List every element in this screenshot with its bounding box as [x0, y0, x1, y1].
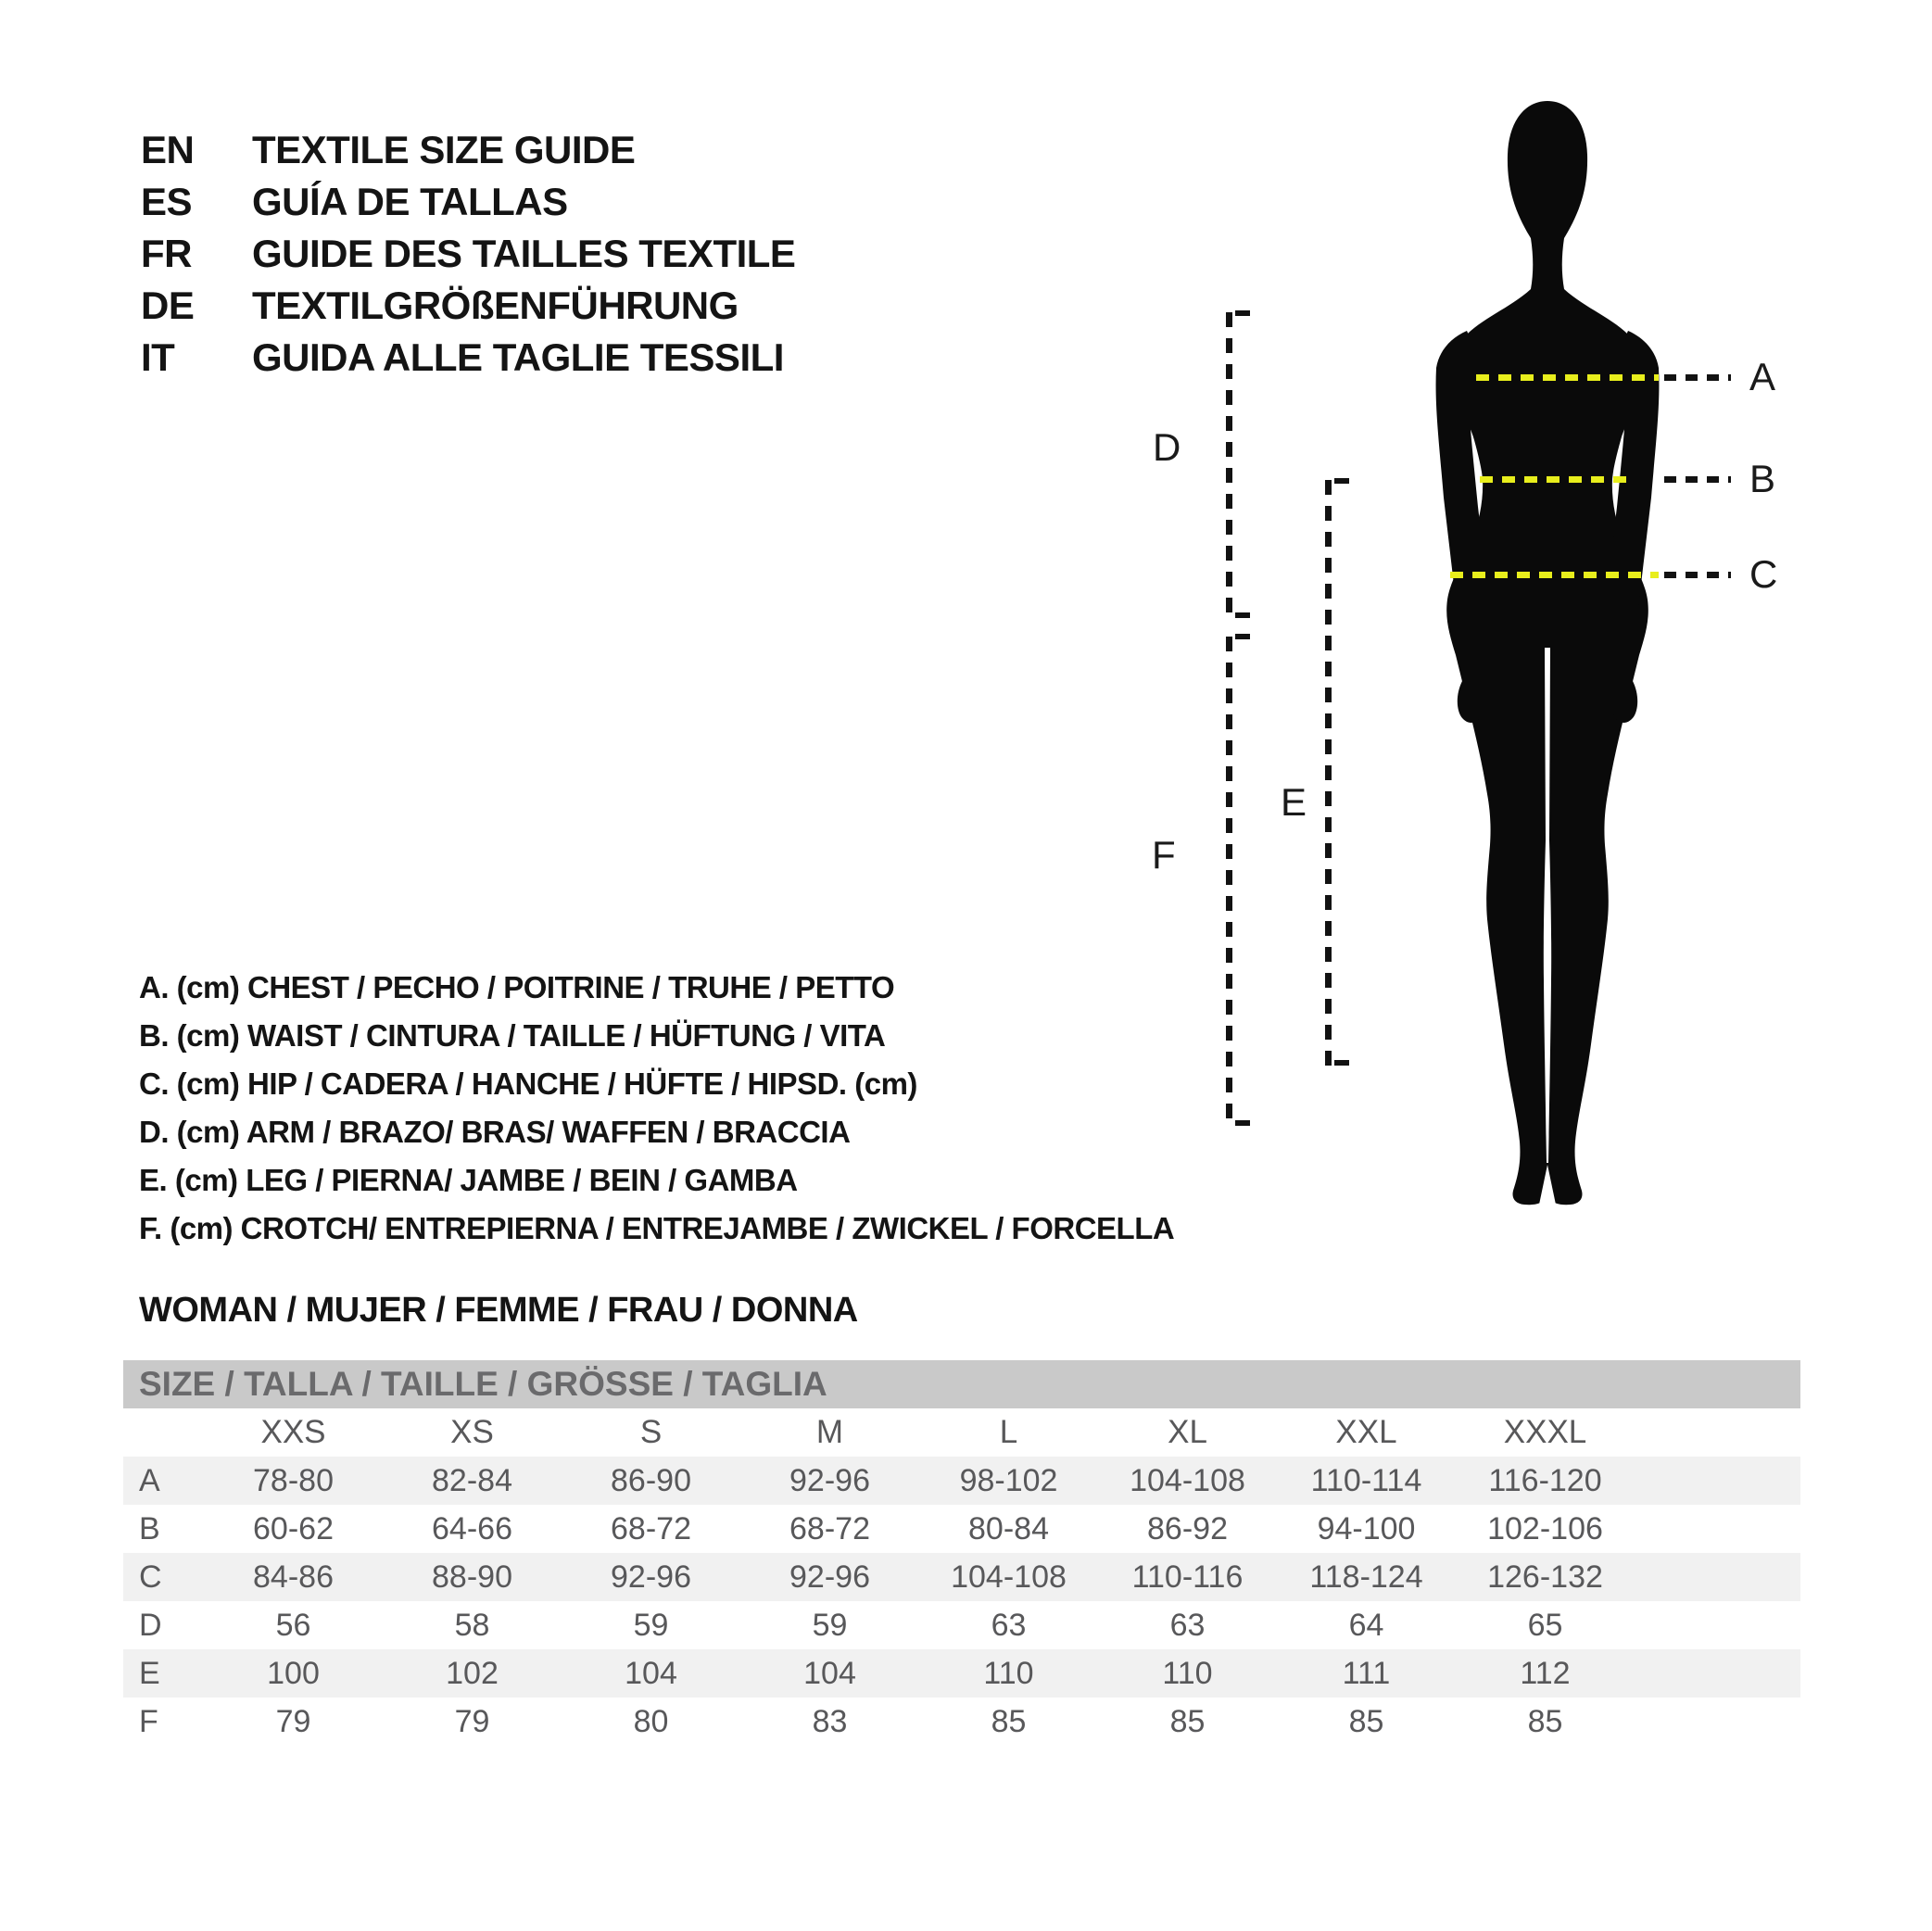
language-row: [141, 332, 1160, 384]
table-cell: 110-116: [1131, 1559, 1244, 1595]
table-cell: 85: [991, 1704, 1027, 1739]
table-cell: 60-62: [253, 1511, 334, 1546]
table-cell: 80-84: [968, 1511, 1049, 1546]
table-header-bar: SIZE / TALLA / TAILLE / GRÖSSE / TAGLIA: [123, 1360, 1800, 1408]
table-row-hip: [123, 1553, 1800, 1601]
crotch-line-top-tick: [1235, 634, 1250, 639]
size-header-spacer: [123, 1408, 204, 1457]
table-cell: 65: [1527, 1608, 1563, 1643]
waist-measure-line: [1480, 476, 1626, 483]
hip-label: C: [1749, 552, 1778, 596]
waist-leader-dash: [1664, 476, 1731, 483]
table-cell: 92-96: [789, 1463, 870, 1498]
table-cell: 78-80: [253, 1463, 334, 1498]
table-cell: 104-108: [1130, 1463, 1245, 1498]
table-size-header-row: [123, 1408, 1800, 1457]
table-cell: 64-66: [432, 1511, 512, 1546]
chest-leader-dash: [1664, 374, 1731, 381]
table-cell: 68-72: [611, 1511, 691, 1546]
table-cell: 110-114: [1310, 1463, 1422, 1498]
arm-line-bottom-tick: [1235, 612, 1250, 618]
table-cell: 104: [625, 1656, 677, 1691]
size-col-header: XL: [1168, 1414, 1207, 1450]
table-cell: 118-124: [1309, 1559, 1423, 1595]
language-row: [141, 176, 1160, 228]
row-label: D: [139, 1608, 162, 1643]
table-row-arm: [123, 1601, 1800, 1649]
language-code: IT: [141, 335, 175, 379]
size-col-header: XS: [450, 1414, 494, 1450]
table-row-chest: [123, 1457, 1800, 1505]
table-cell: 56: [275, 1608, 311, 1643]
leg-line-bottom-tick: [1334, 1060, 1349, 1066]
table-cell: 83: [812, 1704, 848, 1739]
table-cell: 63: [991, 1608, 1027, 1643]
table-cell: 92-96: [789, 1559, 870, 1595]
guide-title: GUIDA ALLE TAGLIE TESSILI: [252, 335, 784, 379]
table-cell: 85: [1169, 1704, 1206, 1739]
chest-measure-line: [1476, 374, 1659, 381]
crotch-label: F: [1152, 833, 1176, 877]
table-cell: 80: [633, 1704, 669, 1739]
table-row-waist: [123, 1505, 1800, 1553]
guide-title: TEXTILE SIZE GUIDE: [252, 128, 636, 171]
leg-line-top-tick: [1334, 478, 1349, 484]
row-label: B: [139, 1511, 160, 1546]
size-col-header: L: [999, 1414, 1018, 1450]
table-cell: 92-96: [611, 1559, 691, 1595]
arm-dimension-line: [1226, 312, 1232, 618]
size-col-header: S: [639, 1414, 663, 1450]
row-label: C: [139, 1559, 162, 1595]
table-cell: 59: [812, 1608, 848, 1643]
legend-line-arm: D. (cm) ARM / BRAZO/ BRAS/ WAFFEN / BRACCIA: [139, 1115, 851, 1149]
row-label: A: [139, 1463, 160, 1498]
language-code: ES: [141, 180, 193, 223]
legend-line-chest: A. (cm) CHEST / PECHO / POITRINE / TRUHE / PETTO: [139, 970, 895, 1004]
hip-leader-dash: [1664, 572, 1731, 578]
table-cell: 104: [803, 1656, 856, 1691]
table-cell: 59: [633, 1608, 669, 1643]
table-cell: 85: [1527, 1704, 1563, 1739]
guide-title: GUÍA DE TALLAS: [252, 180, 568, 223]
table-cell: 111: [1342, 1656, 1391, 1691]
table-cell: 116-120: [1488, 1463, 1602, 1498]
size-col-header: XXL: [1335, 1414, 1397, 1450]
hip-measure-line: [1450, 572, 1659, 578]
language-code: DE: [141, 284, 195, 327]
table-row-leg: [123, 1649, 1800, 1698]
table-cell: 64: [1348, 1608, 1384, 1643]
language-row: [141, 280, 1160, 332]
size-col-header: M: [815, 1414, 844, 1450]
table-cell: 98-102: [959, 1463, 1058, 1498]
table-cell: 102: [446, 1656, 499, 1691]
table-cell: 86-92: [1147, 1511, 1228, 1546]
legend-line-waist: B. (cm) WAIST / CINTURA / TAILLE / HÜFTUNG / VITA: [139, 1018, 886, 1053]
table-cell: 110: [1162, 1656, 1213, 1691]
chest-label: A: [1749, 355, 1776, 398]
table-cell: 126-132: [1487, 1559, 1603, 1595]
row-label: E: [139, 1656, 160, 1691]
table-cell: 104-108: [951, 1559, 1067, 1595]
table-row-crotch: [123, 1698, 1800, 1746]
guide-title: TEXTILGRÖßENFÜHRUNG: [252, 284, 739, 327]
legend-line-leg: E. (cm) LEG / PIERNA/ JAMBE / BEIN / GAMBA: [139, 1163, 798, 1197]
crotch-dimension-line: [1226, 637, 1232, 1126]
size-col-header: XXXL: [1503, 1414, 1587, 1450]
language-code: FR: [141, 232, 192, 275]
woman-silhouette-figure: [1422, 99, 1673, 1211]
legend-line-hip: C. (cm) HIP / CADERA / HANCHE / HÜFTE / HIPSD. (cm): [139, 1066, 917, 1101]
table-cell: 79: [275, 1704, 311, 1739]
table-cell: 58: [454, 1608, 490, 1643]
size-col-header: XXS: [260, 1414, 326, 1450]
table-cell: 84-86: [253, 1559, 334, 1595]
language-row: [141, 124, 1160, 176]
language-code: EN: [141, 128, 195, 171]
guide-title: GUIDE DES TAILLES TEXTILE: [252, 232, 796, 275]
section-title-woman: WOMAN / MUJER / FEMME / FRAU / DONNA: [139, 1291, 858, 1330]
table-cell: 102-106: [1487, 1511, 1603, 1546]
size-table: [123, 1360, 1800, 1746]
arm-line-top-tick: [1235, 310, 1250, 316]
table-cell: 68-72: [789, 1511, 870, 1546]
crotch-line-bottom-tick: [1235, 1120, 1250, 1126]
waist-label: B: [1749, 457, 1776, 500]
table-cell: 112: [1520, 1656, 1571, 1691]
language-row: [141, 228, 1160, 280]
table-cell: 100: [267, 1656, 320, 1691]
table-cell: 63: [1169, 1608, 1206, 1643]
table-cell: 110: [983, 1656, 1034, 1691]
table-cell: 86-90: [611, 1463, 691, 1498]
table-cell: 88-90: [432, 1559, 512, 1595]
table-cell: 79: [454, 1704, 490, 1739]
row-label: F: [139, 1704, 158, 1739]
arm-label: D: [1153, 425, 1181, 469]
leg-label: E: [1281, 780, 1307, 824]
leg-dimension-line: [1325, 480, 1332, 1066]
table-cell: 85: [1348, 1704, 1384, 1739]
table-cell: 94-100: [1317, 1511, 1416, 1546]
legend-line-crotch: F. (cm) CROTCH/ ENTREPIERNA / ENTREJAMBE / ZWICKEL / FORCELLA: [139, 1211, 1175, 1245]
table-cell: 82-84: [432, 1463, 512, 1498]
